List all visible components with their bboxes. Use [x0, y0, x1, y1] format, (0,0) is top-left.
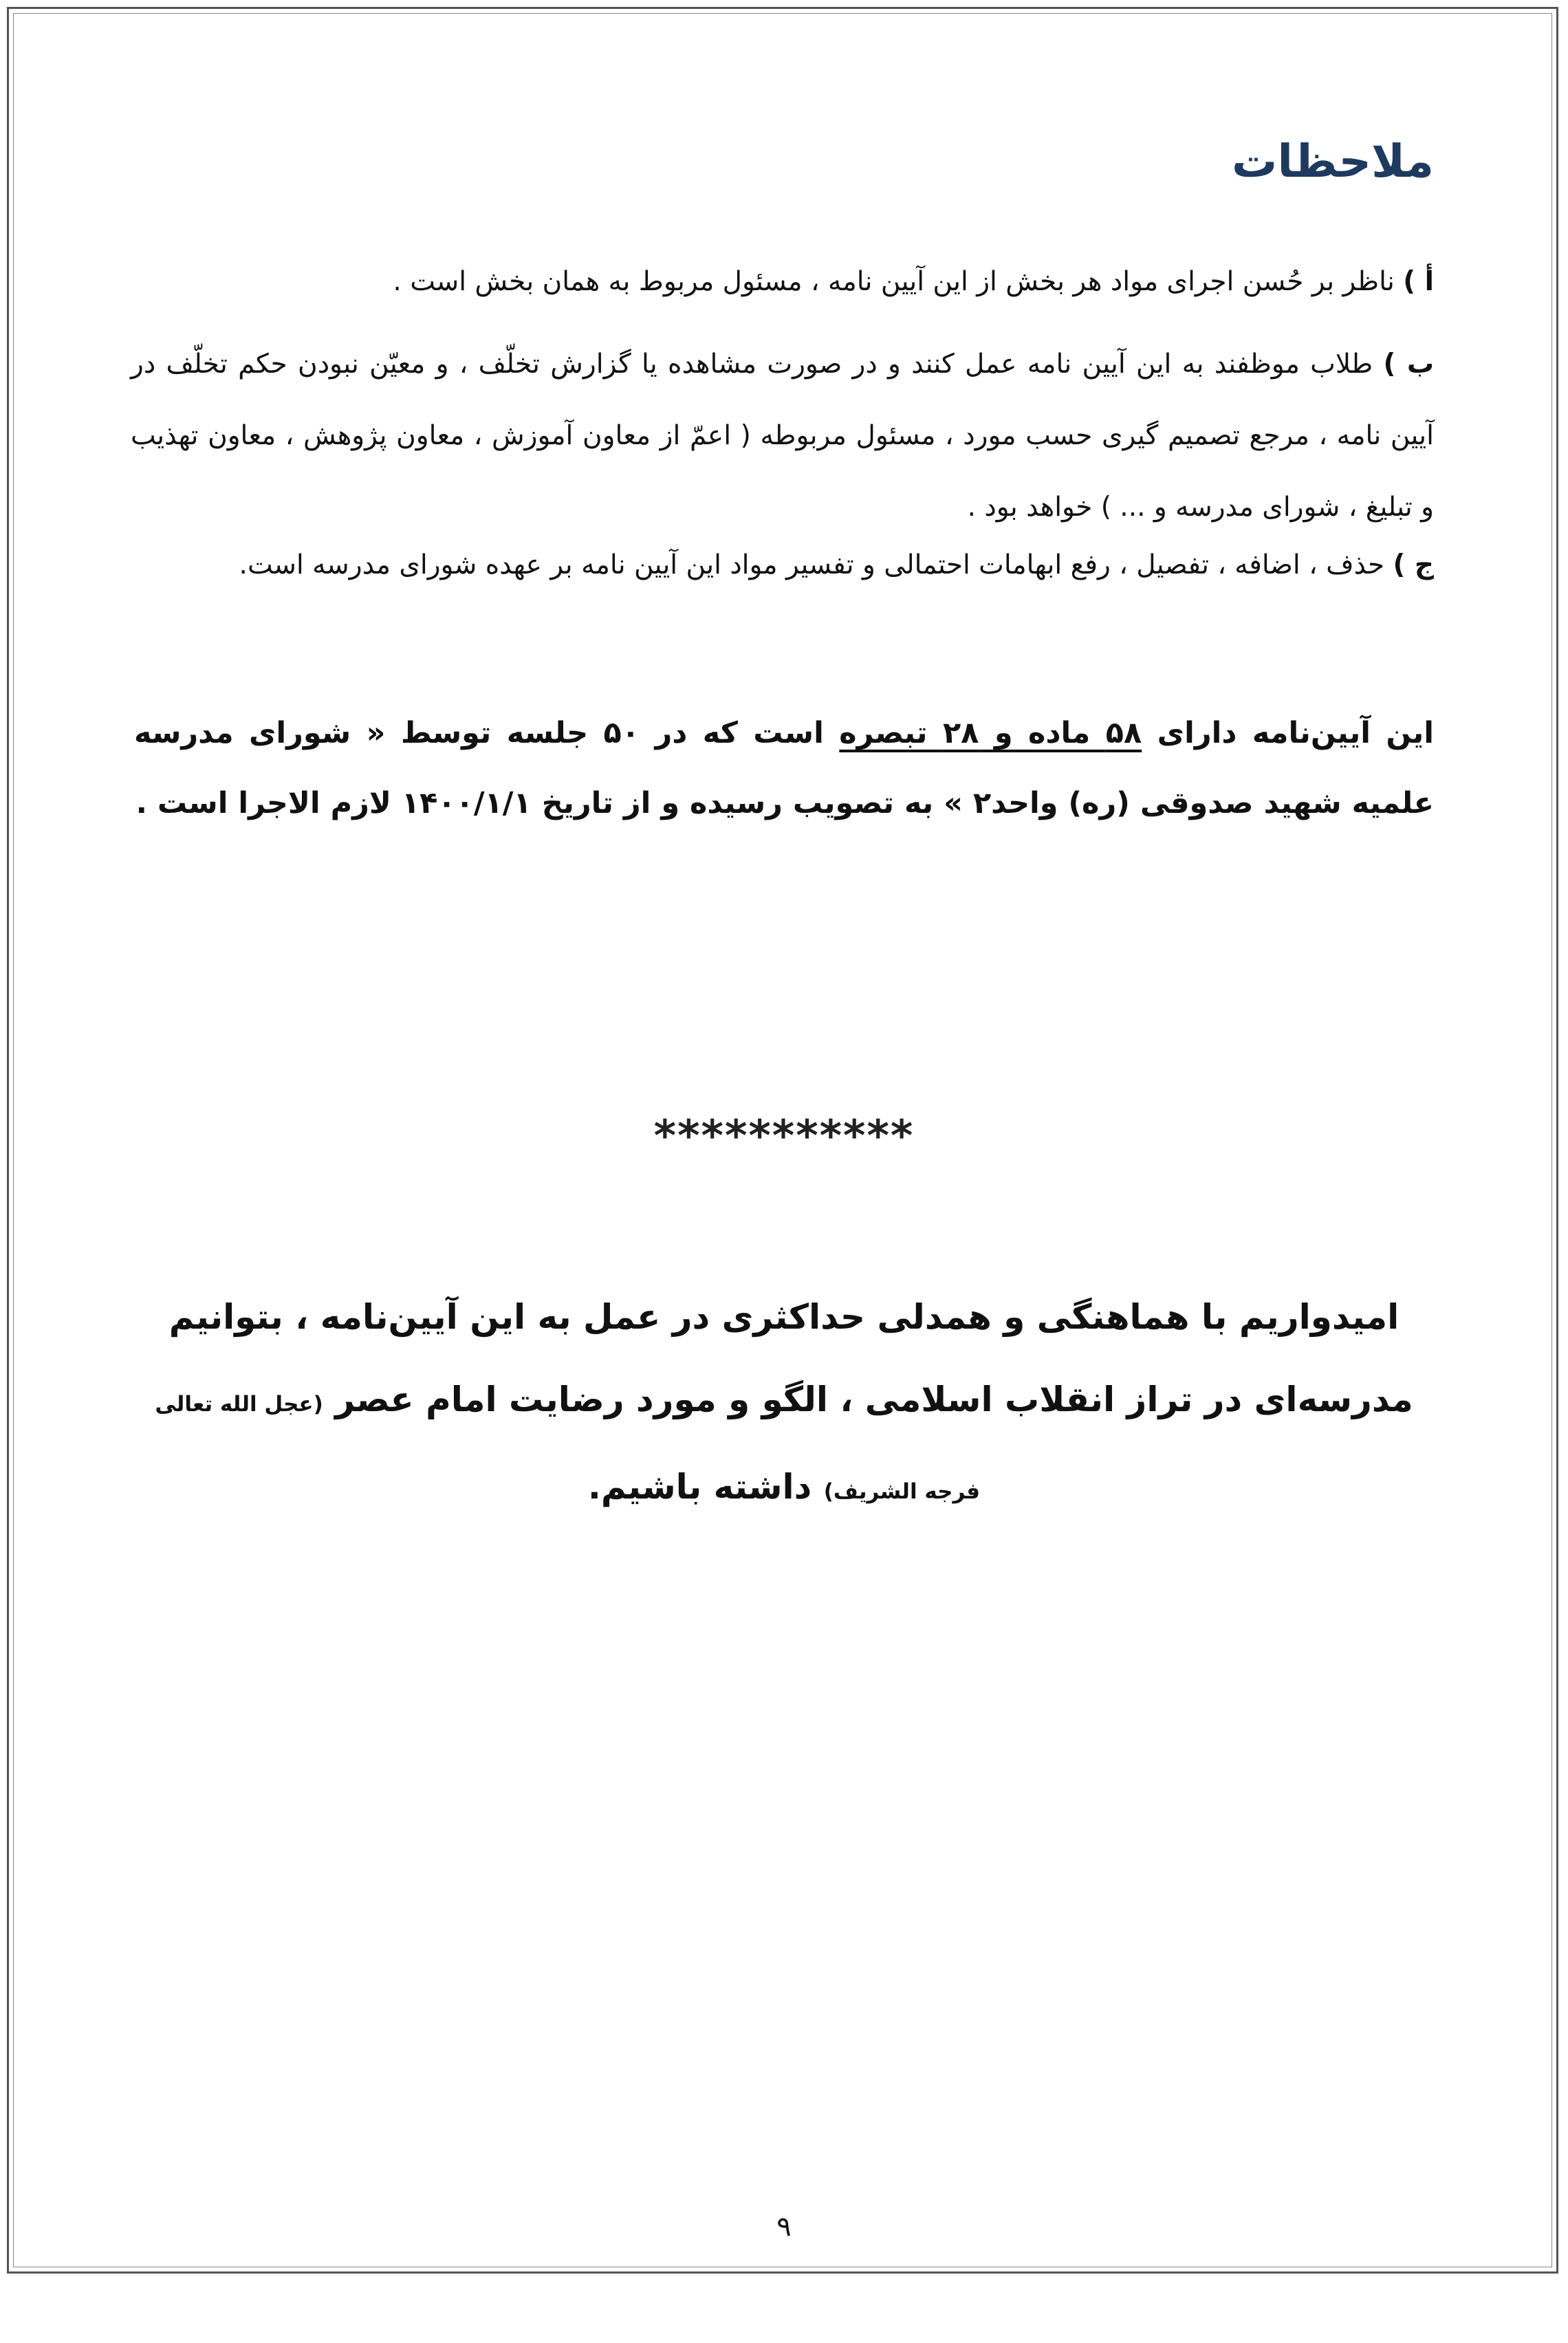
closing-end: داشته باشیم.	[587, 1467, 824, 1507]
closing-honorific: (عجل الله تعالی فرجه الشریف)	[155, 1392, 981, 1504]
approval-suffix: است که در ۵۰ جلسه توسط « شورای مدرسه علمیه شهید صدوقی (ره) واحد۲ » به تصویب رسیده و از تاریخ ۱۴۰۰/۱/۱ لازم الاجرا است .	[134, 716, 1434, 820]
note-a	[131, 246, 1434, 318]
note-b-text: طلاب موظفند به این آیین نامه عمل کنند و در صورت مشاهده یا گزارش تخلّف ، و معیّن نبودن حکم تخلّف در آیین نامه ، مرجع تصمیم گیری حسب مورد ، مسئول مربوطه ( اعمّ از معاون آموزش ، معاون پژوهش ، معاون تهذیب و تبلیغ ، شورای مدرسه و ... ) خواهد بود .	[131, 349, 1434, 523]
note-c-letter: ج )	[1393, 549, 1434, 580]
note-b-letter: ب )	[1383, 349, 1435, 380]
closing-main: امیدواریم با هماهنگی و همدلی حداکثری در عمل به این آیین‌نامه ، بتوانیم مدرسه‌ای در تراز انقلاب اسلامی ، الگو و مورد رضایت امام عصر	[168, 1297, 1413, 1419]
star-separator: ***********	[653, 1111, 915, 1161]
approval-paragraph	[134, 698, 1434, 838]
approval-counts: ۵۸ ماده و ۲۸ تبصره	[839, 716, 1142, 750]
page-heading: ملاحظات	[1232, 135, 1434, 188]
note-b	[131, 329, 1434, 543]
note-a-letter: أ )	[1403, 266, 1434, 297]
note-a-text: ناظر بر حُسن اجرای مواد هر بخش از این آیین نامه ، مسئول مربوط به همان بخش است .	[393, 266, 1404, 297]
approval-prefix: این آیین‌نامه دارای	[1142, 716, 1434, 750]
note-c	[131, 530, 1434, 601]
note-c-text: حذف ، اضافه ، تفصیل ، رفع ابهامات احتمالی و تفسیر مواد این آیین نامه بر عهده شورای مدرسه است.	[239, 549, 1393, 580]
closing-paragraph	[134, 1276, 1434, 1533]
page-number: ۹	[776, 2211, 792, 2243]
